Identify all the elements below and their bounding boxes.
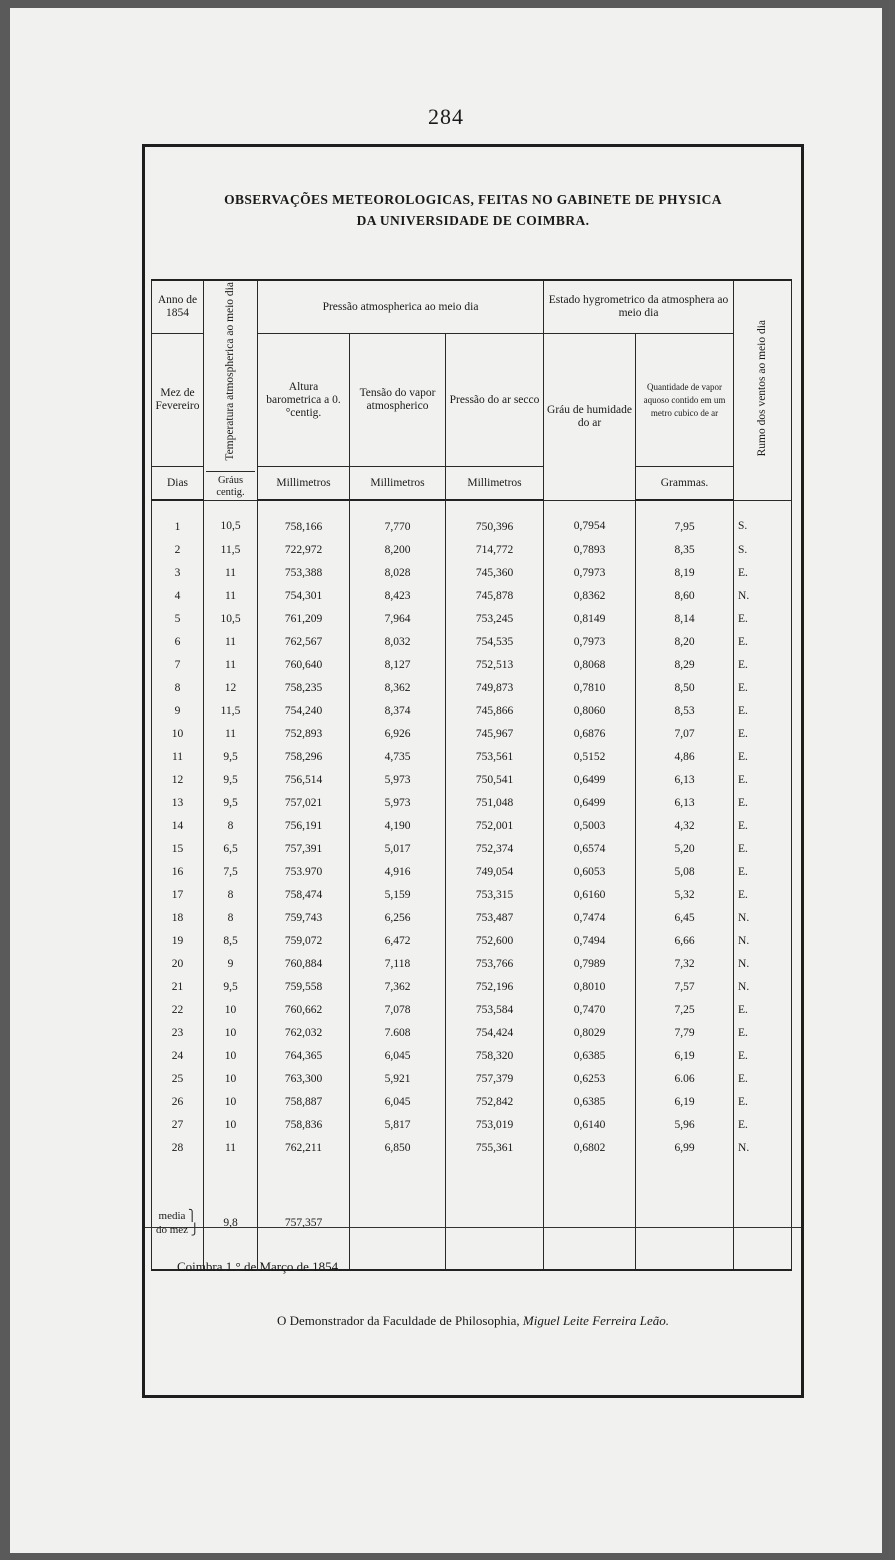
cell-quantidade: 8,60 — [636, 584, 734, 607]
cell-quantidade: 5,20 — [636, 837, 734, 860]
cell-humidade: 0,6574 — [544, 837, 636, 860]
cell-altura: 753.970 — [258, 860, 350, 883]
table-row — [152, 883, 792, 906]
cell-rumo: E. — [734, 561, 792, 584]
cell-quantidade: 8,50 — [636, 676, 734, 699]
cell-dia: 17 — [152, 883, 204, 906]
cell-humidade: 0,7494 — [544, 929, 636, 952]
cell-rumo: E. — [734, 653, 792, 676]
page-number: 284 — [428, 104, 464, 129]
header-dias: Dias — [152, 467, 204, 501]
cell-dia: 4 — [152, 584, 204, 607]
cell-tensao: 6,926 — [350, 722, 446, 745]
cell-quantidade: 6,45 — [636, 906, 734, 929]
cell-dia: 21 — [152, 975, 204, 998]
cell-tensao: 8,028 — [350, 561, 446, 584]
cell-temp: 9,5 — [204, 745, 258, 768]
cell-temp: 8,5 — [204, 929, 258, 952]
cell-quantidade: 6,13 — [636, 791, 734, 814]
mean-temp: 9,8 — [204, 1205, 258, 1241]
cell-humidade: 0,5152 — [544, 745, 636, 768]
table-row — [152, 814, 792, 837]
cell-rumo: E. — [734, 630, 792, 653]
cell-tensao: 6,045 — [350, 1090, 446, 1113]
cell-rumo: E. — [734, 860, 792, 883]
cell-pressao: 751,048 — [446, 791, 544, 814]
table-row — [152, 745, 792, 768]
cell-temp: 9,5 — [204, 975, 258, 998]
cell-dia: 1 — [152, 500, 204, 538]
cell-rumo: E. — [734, 768, 792, 791]
cell-altura: 758,887 — [258, 1090, 350, 1113]
table-row — [152, 500, 792, 538]
scanned-page — [10, 8, 882, 1553]
cell-tensao: 5,159 — [350, 883, 446, 906]
cell-humidade: 0,7989 — [544, 952, 636, 975]
cell-rumo: N. — [734, 906, 792, 929]
cell-dia: 11 — [152, 745, 204, 768]
cell-temp: 11 — [204, 561, 258, 584]
cell-pressao: 753,315 — [446, 883, 544, 906]
mean-label-line-1: media ⎫ — [158, 1210, 197, 1223]
cell-dia: 25 — [152, 1067, 204, 1090]
table-title — [145, 189, 801, 231]
cell-dia: 3 — [152, 561, 204, 584]
cell-temp: 9,5 — [204, 768, 258, 791]
table-row — [152, 584, 792, 607]
cell-pressao: 754,535 — [446, 630, 544, 653]
cell-tensao: 8,362 — [350, 676, 446, 699]
cell-rumo: N. — [734, 1136, 792, 1159]
cell-altura: 760,662 — [258, 998, 350, 1021]
cell-quantidade: 6,99 — [636, 1136, 734, 1159]
cell-quantidade: 7,25 — [636, 998, 734, 1021]
cell-pressao: 745,360 — [446, 561, 544, 584]
cell-altura: 762,032 — [258, 1021, 350, 1044]
cell-humidade: 0,8010 — [544, 975, 636, 998]
cell-altura: 762,567 — [258, 630, 350, 653]
observations-body — [152, 500, 792, 1270]
cell-dia: 19 — [152, 929, 204, 952]
cell-quantidade: 6,66 — [636, 929, 734, 952]
cell-temp: 8 — [204, 814, 258, 837]
cell-dia: 18 — [152, 906, 204, 929]
table-mean-row — [152, 1205, 792, 1241]
cell-humidade: 0,7474 — [544, 906, 636, 929]
title-line-2: DA UNIVERSIDADE DE COIMBRA. — [356, 213, 590, 228]
cell-quantidade: 7,95 — [636, 500, 734, 538]
cell-temp: 10 — [204, 1113, 258, 1136]
cell-dia: 22 — [152, 998, 204, 1021]
cell-tensao: 5,017 — [350, 837, 446, 860]
cell-rumo: E. — [734, 814, 792, 837]
cell-rumo: E. — [734, 722, 792, 745]
table-row — [152, 699, 792, 722]
cell-pressao: 753,487 — [446, 906, 544, 929]
cell-altura: 764,365 — [258, 1044, 350, 1067]
cell-tensao: 4,190 — [350, 814, 446, 837]
cell-dia: 15 — [152, 837, 204, 860]
cell-pressao: 714,772 — [446, 538, 544, 561]
cell-tensao: 4,735 — [350, 745, 446, 768]
cell-pressao: 750,541 — [446, 768, 544, 791]
cell-rumo: N. — [734, 975, 792, 998]
cell-humidade: 0,7470 — [544, 998, 636, 1021]
cell-rumo: E. — [734, 745, 792, 768]
cell-pressao: 753,019 — [446, 1113, 544, 1136]
cell-humidade: 0,7810 — [544, 676, 636, 699]
cell-temp: 11 — [204, 630, 258, 653]
cell-rumo: E. — [734, 883, 792, 906]
title-line-1: OBSERVAÇÕES METEOROLOGICAS, FEITAS NO GABINETE DE PHYSICA — [224, 192, 722, 207]
cell-pressao: 752,600 — [446, 929, 544, 952]
cell-altura: 759,558 — [258, 975, 350, 998]
mean-label — [152, 1205, 204, 1241]
cell-quantidade: 8,20 — [636, 630, 734, 653]
table-row — [152, 561, 792, 584]
cell-humidade: 0,6802 — [544, 1136, 636, 1159]
cell-altura: 760,640 — [258, 653, 350, 676]
cell-rumo: E. — [734, 1044, 792, 1067]
cell-tensao: 6,472 — [350, 929, 446, 952]
cell-tensao: 7.608 — [350, 1021, 446, 1044]
cell-dia: 12 — [152, 768, 204, 791]
table-row — [152, 768, 792, 791]
cell-altura: 754,240 — [258, 699, 350, 722]
cell-temp: 8 — [204, 883, 258, 906]
cell-pressao: 752,513 — [446, 653, 544, 676]
cell-temp: 11,5 — [204, 699, 258, 722]
cell-humidade: 0,7893 — [544, 538, 636, 561]
cell-altura: 758,166 — [258, 500, 350, 538]
cell-altura: 753,388 — [258, 561, 350, 584]
table-row — [152, 975, 792, 998]
header-tensao: Tensão do vapor atmospherico — [350, 334, 446, 467]
cell-altura: 756,191 — [258, 814, 350, 837]
header-anno: Anno de 1854 — [152, 280, 204, 334]
cell-humidade: 0,6160 — [544, 883, 636, 906]
table-row — [152, 607, 792, 630]
table-row — [152, 1067, 792, 1090]
header-temperatura: Temperatura atmospherica ao meio dia — [224, 282, 236, 461]
cell-temp: 11 — [204, 722, 258, 745]
cell-pressao: 752,001 — [446, 814, 544, 837]
header-pressao-group: Pressão atmospherica ao meio dia — [258, 280, 544, 334]
footer-rule — [145, 1227, 801, 1228]
cell-humidade: 0,8029 — [544, 1021, 636, 1044]
cell-temp: 10 — [204, 998, 258, 1021]
cell-dia: 23 — [152, 1021, 204, 1044]
cell-temp: 9 — [204, 952, 258, 975]
cell-dia: 26 — [152, 1090, 204, 1113]
cell-tensao: 6,850 — [350, 1136, 446, 1159]
cell-tensao: 7,118 — [350, 952, 446, 975]
unit-tensao: Millimetros — [350, 467, 446, 501]
cell-altura: 760,884 — [258, 952, 350, 975]
cell-dia: 13 — [152, 791, 204, 814]
cell-humidade: 0,6499 — [544, 791, 636, 814]
cell-altura: 757,391 — [258, 837, 350, 860]
cell-humidade: 0,8068 — [544, 653, 636, 676]
cell-humidade: 0,7954 — [544, 500, 636, 538]
cell-pressao: 745,866 — [446, 699, 544, 722]
cell-pressao: 752,196 — [446, 975, 544, 998]
cell-dia: 6 — [152, 630, 204, 653]
place-date: Coimbra 1.° de Março de 1854. — [177, 1259, 342, 1274]
cell-quantidade: 6,13 — [636, 768, 734, 791]
cell-tensao: 6,045 — [350, 1044, 446, 1067]
cell-tensao: 8,032 — [350, 630, 446, 653]
cell-dia: 27 — [152, 1113, 204, 1136]
observations-table — [151, 279, 792, 1271]
cell-quantidade: 7,79 — [636, 1021, 734, 1044]
cell-rumo: E. — [734, 1067, 792, 1090]
cell-pressao: 750,396 — [446, 500, 544, 538]
cell-temp: 11,5 — [204, 538, 258, 561]
table-row — [152, 538, 792, 561]
cell-humidade: 0,6053 — [544, 860, 636, 883]
cell-rumo: E. — [734, 998, 792, 1021]
cell-dia: 10 — [152, 722, 204, 745]
header-mez: Mez de Fevereiro — [152, 334, 204, 467]
header-pressao-ar: Pressão do ar secco — [446, 334, 544, 467]
cell-pressao: 757,379 — [446, 1067, 544, 1090]
cell-temp: 6,5 — [204, 837, 258, 860]
cell-tensao: 4,916 — [350, 860, 446, 883]
table-spacer-row — [152, 1159, 792, 1205]
cell-tensao: 5,817 — [350, 1113, 446, 1136]
cell-rumo: N. — [734, 952, 792, 975]
cell-temp: 10 — [204, 1067, 258, 1090]
cell-pressao: 752,374 — [446, 837, 544, 860]
cell-rumo: S. — [734, 500, 792, 538]
table-row — [152, 1113, 792, 1136]
cell-humidade: 0,6385 — [544, 1044, 636, 1067]
cell-tensao: 7,770 — [350, 500, 446, 538]
table-row — [152, 906, 792, 929]
cell-tensao: 6,256 — [350, 906, 446, 929]
cell-tensao: 7,078 — [350, 998, 446, 1021]
cell-rumo: N. — [734, 929, 792, 952]
cell-rumo: S. — [734, 538, 792, 561]
cell-quantidade: 7,07 — [636, 722, 734, 745]
cell-dia: 20 — [152, 952, 204, 975]
cell-dia: 14 — [152, 814, 204, 837]
cell-pressao: 754,424 — [446, 1021, 544, 1044]
cell-quantidade: 6.06 — [636, 1067, 734, 1090]
header-rumo-cell — [734, 280, 792, 500]
unit-temperatura: Gráus centig. — [206, 471, 255, 499]
cell-tensao: 8,374 — [350, 699, 446, 722]
cell-rumo: E. — [734, 1090, 792, 1113]
header-humidade: Gráu de humidade do ar — [544, 334, 636, 501]
table-row — [152, 676, 792, 699]
header-hygro-group: Estado hygrometrico da atmosphera ao meio dia — [544, 280, 734, 334]
cell-temp: 10,5 — [204, 607, 258, 630]
cell-altura: 722,972 — [258, 538, 350, 561]
cell-quantidade: 5,32 — [636, 883, 734, 906]
cell-tensao: 7,964 — [350, 607, 446, 630]
cell-rumo: E. — [734, 837, 792, 860]
cell-quantidade: 5,08 — [636, 860, 734, 883]
cell-pressao: 753,245 — [446, 607, 544, 630]
cell-pressao: 749,054 — [446, 860, 544, 883]
cell-dia: 7 — [152, 653, 204, 676]
cell-quantidade: 8,14 — [636, 607, 734, 630]
cell-altura: 763,300 — [258, 1067, 350, 1090]
cell-quantidade: 8,19 — [636, 561, 734, 584]
cell-altura: 759,743 — [258, 906, 350, 929]
cell-temp: 10 — [204, 1090, 258, 1113]
cell-humidade: 0,7973 — [544, 630, 636, 653]
cell-quantidade: 8,29 — [636, 653, 734, 676]
cell-temp: 11 — [204, 1136, 258, 1159]
cell-tensao: 5,973 — [350, 791, 446, 814]
table-row — [152, 653, 792, 676]
cell-dia: 2 — [152, 538, 204, 561]
mean-label-line-2: do mez ⎭ — [155, 1224, 200, 1237]
table-frame — [142, 144, 804, 1398]
cell-temp: 9,5 — [204, 791, 258, 814]
header-altura: Altura barometrica a 0.°centig. — [258, 334, 350, 467]
cell-tensao: 8,200 — [350, 538, 446, 561]
cell-tensao: 5,921 — [350, 1067, 446, 1090]
table-row — [152, 952, 792, 975]
table-row — [152, 630, 792, 653]
cell-humidade: 0,6385 — [544, 1090, 636, 1113]
cell-tensao: 5,973 — [350, 768, 446, 791]
cell-humidade: 0,8362 — [544, 584, 636, 607]
table-row — [152, 860, 792, 883]
unit-quantidade: Grammas. — [636, 467, 734, 501]
cell-temp: 10,5 — [204, 500, 258, 538]
cell-altura: 754,301 — [258, 584, 350, 607]
cell-dia: 9 — [152, 699, 204, 722]
cell-rumo: E. — [734, 699, 792, 722]
cell-humidade: 0,6499 — [544, 768, 636, 791]
cell-temp: 10 — [204, 1044, 258, 1067]
cell-altura: 758,296 — [258, 745, 350, 768]
cell-tensao: 7,362 — [350, 975, 446, 998]
cell-rumo: E. — [734, 1113, 792, 1136]
cell-humidade: 0,8149 — [544, 607, 636, 630]
table-row — [152, 998, 792, 1021]
cell-quantidade: 8,35 — [636, 538, 734, 561]
cell-altura: 752,893 — [258, 722, 350, 745]
cell-quantidade: 6,19 — [636, 1090, 734, 1113]
header-rumo: Rumo dos ventos ao meio dia — [756, 320, 769, 457]
cell-quantidade: 8,53 — [636, 699, 734, 722]
cell-quantidade: 4,86 — [636, 745, 734, 768]
cell-pressao: 753,561 — [446, 745, 544, 768]
table-row — [152, 837, 792, 860]
cell-rumo: E. — [734, 607, 792, 630]
cell-altura: 759,072 — [258, 929, 350, 952]
cell-altura: 757,021 — [258, 791, 350, 814]
cell-dia: 28 — [152, 1136, 204, 1159]
cell-quantidade: 7,32 — [636, 952, 734, 975]
cell-altura: 758,474 — [258, 883, 350, 906]
table-row — [152, 722, 792, 745]
cell-temp: 11 — [204, 584, 258, 607]
cell-rumo: E. — [734, 676, 792, 699]
cell-humidade: 0,6253 — [544, 1067, 636, 1090]
cell-altura: 761,209 — [258, 607, 350, 630]
cell-temp: 12 — [204, 676, 258, 699]
cell-dia: 8 — [152, 676, 204, 699]
cell-temp: 7,5 — [204, 860, 258, 883]
header-quantidade: Quantidade de vapor aquoso contido em um metro cubico de ar — [636, 334, 734, 467]
observations-table-wrap — [151, 279, 791, 1237]
signature-role: O Demonstrador da Faculdade de Philosophia, — [277, 1313, 520, 1328]
cell-pressao: 749,873 — [446, 676, 544, 699]
cell-tensao: 8,127 — [350, 653, 446, 676]
cell-tensao: 8,423 — [350, 584, 446, 607]
cell-dia: 24 — [152, 1044, 204, 1067]
cell-rumo: E. — [734, 791, 792, 814]
unit-altura: Millimetros — [258, 467, 350, 501]
cell-humidade: 0,6140 — [544, 1113, 636, 1136]
cell-dia: 16 — [152, 860, 204, 883]
cell-temp: 10 — [204, 1021, 258, 1044]
cell-pressao: 753,584 — [446, 998, 544, 1021]
table-row — [152, 1090, 792, 1113]
cell-humidade: 0,5003 — [544, 814, 636, 837]
cell-altura: 758,235 — [258, 676, 350, 699]
table-row — [152, 929, 792, 952]
signature-line — [145, 1313, 801, 1329]
cell-quantidade: 4,32 — [636, 814, 734, 837]
unit-pressao: Millimetros — [446, 467, 544, 501]
cell-altura: 756,514 — [258, 768, 350, 791]
cell-dia: 5 — [152, 607, 204, 630]
cell-pressao: 745,967 — [446, 722, 544, 745]
cell-rumo: N. — [734, 584, 792, 607]
cell-temp: 11 — [204, 653, 258, 676]
cell-pressao: 753,766 — [446, 952, 544, 975]
cell-altura: 758,836 — [258, 1113, 350, 1136]
header-temperatura-cell — [204, 280, 258, 500]
cell-rumo: E. — [734, 1021, 792, 1044]
cell-quantidade: 6,19 — [636, 1044, 734, 1067]
cell-pressao: 752,842 — [446, 1090, 544, 1113]
mean-altura: 757,357 — [258, 1205, 350, 1241]
cell-humidade: 0,6876 — [544, 722, 636, 745]
signature-name: Miguel Leite Ferreira Leão. — [522, 1313, 669, 1328]
table-row — [152, 1021, 792, 1044]
cell-pressao: 755,361 — [446, 1136, 544, 1159]
cell-quantidade: 7,57 — [636, 975, 734, 998]
table-row — [152, 791, 792, 814]
cell-pressao: 745,878 — [446, 584, 544, 607]
cell-pressao: 758,320 — [446, 1044, 544, 1067]
cell-humidade: 0,7973 — [544, 561, 636, 584]
cell-humidade: 0,8060 — [544, 699, 636, 722]
cell-quantidade: 5,96 — [636, 1113, 734, 1136]
cell-altura: 762,211 — [258, 1136, 350, 1159]
cell-temp: 8 — [204, 906, 258, 929]
table-row — [152, 1044, 792, 1067]
table-row — [152, 1136, 792, 1159]
